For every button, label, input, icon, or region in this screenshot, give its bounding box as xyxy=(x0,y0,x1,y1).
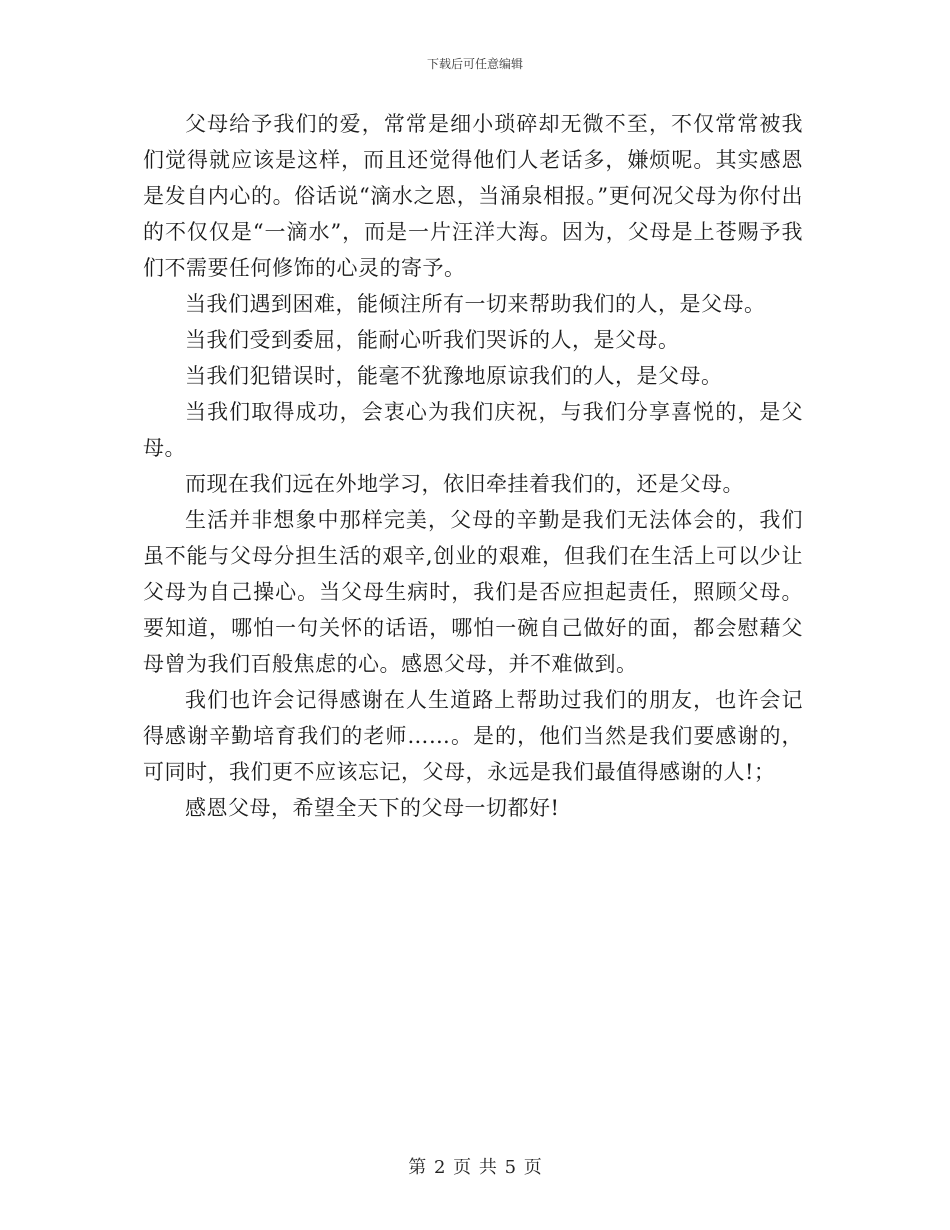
paragraph: 而现在我们远在外地学习，依旧牵挂着我们的，还是父母。 xyxy=(185,472,744,496)
paragraph: 当我们遇到困难，能倾注所有一切来帮助我们的人，是父母。 xyxy=(185,292,766,316)
paragraph: 感恩父母，希望全天下的父母一切都好! xyxy=(185,796,560,820)
paragraph: 当我们受到委屈，能耐心听我们哭诉的人，是父母。 xyxy=(185,328,680,352)
paragraph: 父母给予我们的爱，常常是细小琐碎却无微不至，不仅常常被我们觉得就应该是这样，而且还觉得他们人老话多，嫌烦呢。其实感恩是发自内心的。俗话说“滴水之恩，当涌泉相报。”更何况父母为你付出的不仅仅是“一滴水”，而是一片汪洋大海。因为，父母是上苍赐予我们不需要任何修饰的心灵的寄予。 xyxy=(143,112,803,280)
paragraph: 当我们犯错误时，能毫不犹豫地原谅我们的人，是父母。 xyxy=(185,364,723,388)
paragraph: 我们也许会记得感谢在人生道路上帮助过我们的朋友，也许会记得感谢辛勤培育我们的老师……。是的，他们当然是我们要感谢的，可同时，我们更不应该忘记，父母，永远是我们最值得感谢的人!； xyxy=(143,688,803,784)
paragraph: 生活并非想象中那样完美，父母的辛勤是我们无法体会的，我们虽不能与父母分担生活的艰辛,创业的艰难，但我们在生活上可以少让父母为自己操心。当父母生病时，我们是否应担起责任，照顾父母。要知道，哪怕一句关怀的话语，哪怕一碗自己做好的面，都会慰藉父母曾为我们百般焦虑的心。感恩父母，并不难做到。 xyxy=(143,508,803,676)
page-number-footer: 第 2 页 共 5 页 xyxy=(408,1157,542,1178)
paragraph: 当我们取得成功，会衷心为我们庆祝，与我们分享喜悦的，是父母。 xyxy=(143,400,803,460)
page-header: 下载后可任意编辑 xyxy=(426,57,523,71)
document-body xyxy=(143,106,803,826)
